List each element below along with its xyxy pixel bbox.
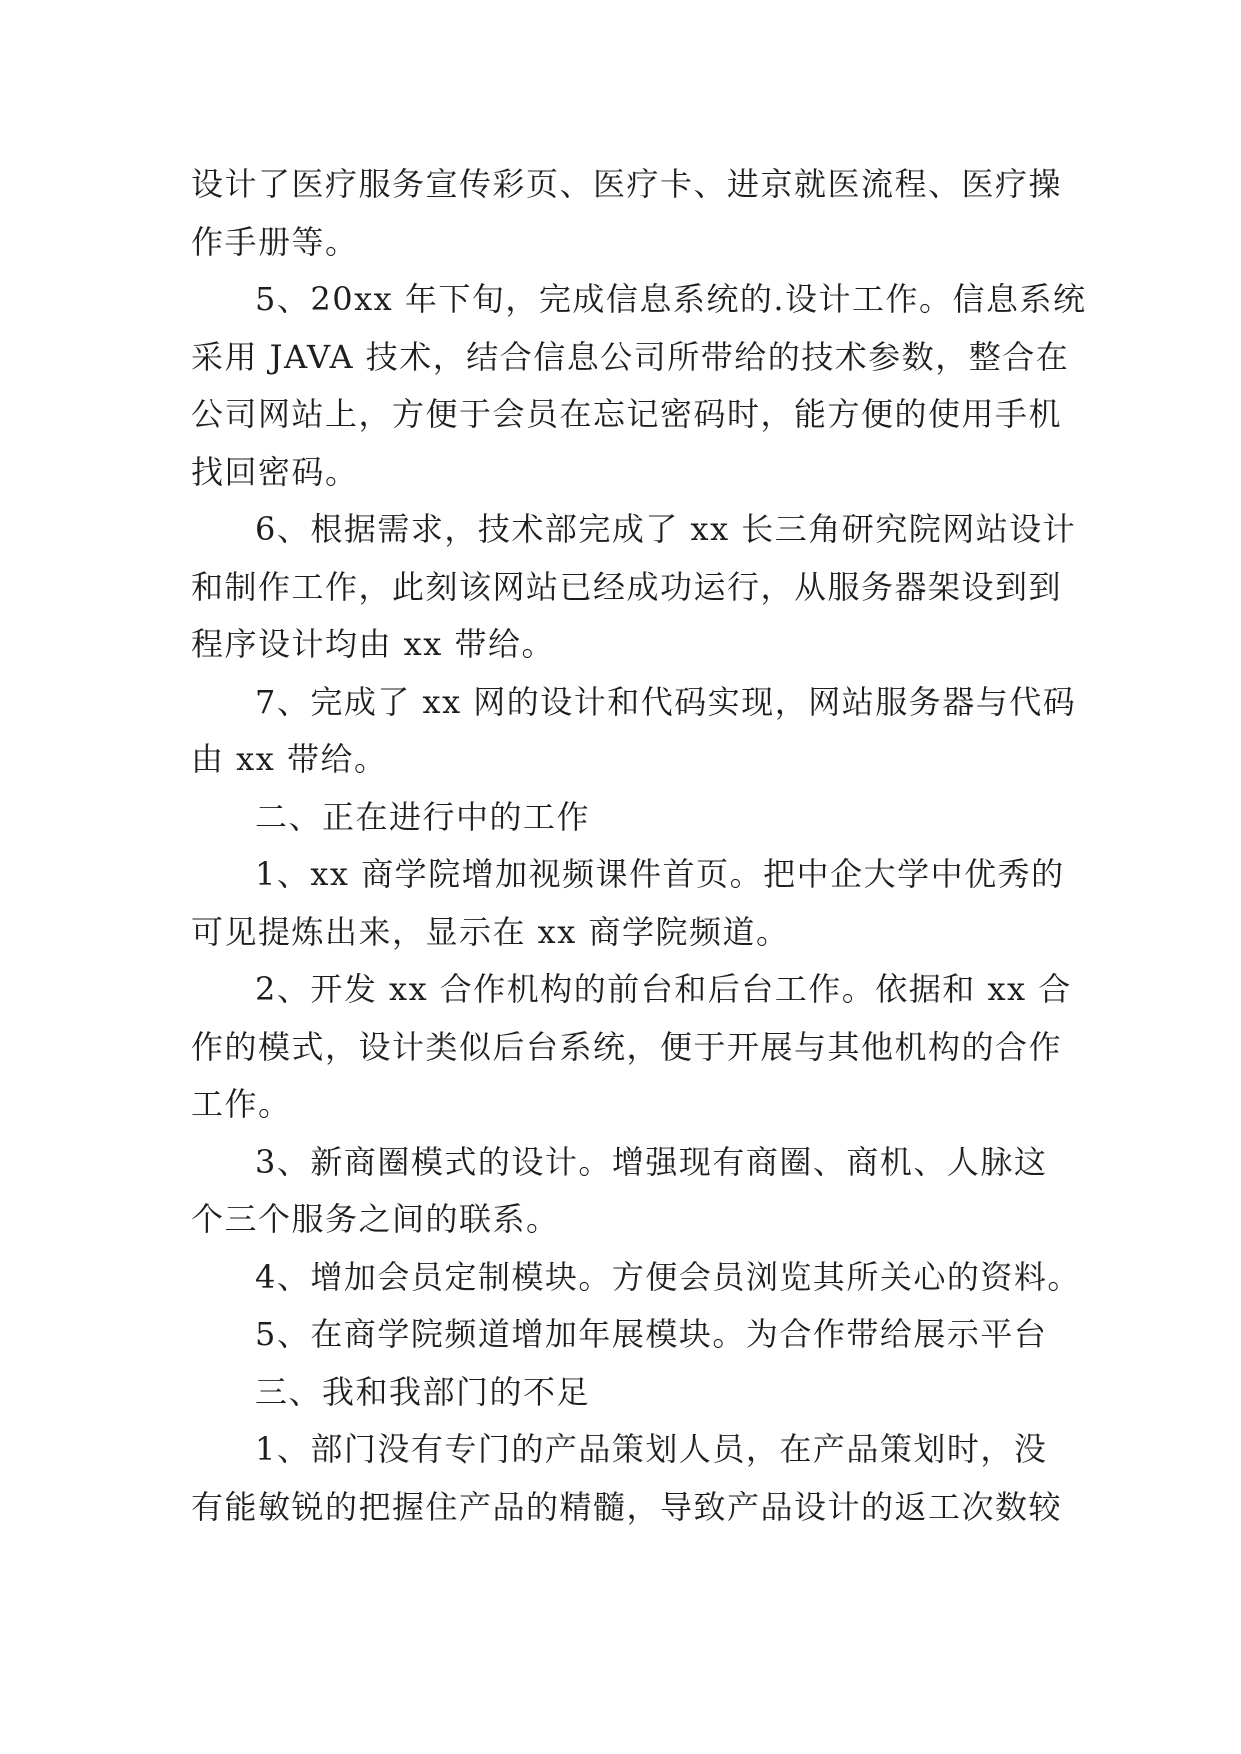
text-line: 公司网站上，方便于会员在忘记密码时，能方便的使用手机 bbox=[191, 395, 1063, 433]
text-line: 二、正在进行中的工作 bbox=[255, 797, 591, 836]
text-line: 2、开发 xx 合作机构的前台和后台工作。依据和 xx 合 bbox=[255, 970, 1072, 1008]
text-line: 三、我和我部门的不足 bbox=[255, 1372, 591, 1411]
text-line: 有能敏锐的把握住产品的精髓，导致产品设计的返工次数较 bbox=[191, 1487, 1063, 1526]
text-line: 作的模式，设计类似后台系统，便于开展与其他机构的合作 bbox=[191, 1027, 1063, 1066]
text-line: 5、在商学院频道增加年展模块。为合作带给展示平台 bbox=[255, 1315, 1048, 1353]
text-line: 和制作工作，此刻该网站已经成功运行，从服务器架设到到 bbox=[191, 567, 1063, 606]
document-body bbox=[191, 156, 1087, 1536]
text-line: 3、新商圈模式的设计。增强现有商圈、商机、人脉这 bbox=[255, 1142, 1048, 1181]
text-line: 程序设计均由 xx 带给。 bbox=[191, 625, 555, 663]
text-line: 工作。 bbox=[191, 1085, 292, 1123]
text-line: 作手册等。 bbox=[191, 222, 359, 261]
text-line: 1、xx 商学院增加视频课件首页。把中企大学中优秀的 bbox=[255, 855, 1065, 893]
text-line: 由 xx 带给。 bbox=[191, 740, 388, 778]
text-line: 设计了医疗服务宣传彩页、医疗卡、进京就医流程、医疗操 bbox=[191, 165, 1063, 203]
text-line: 1、部门没有专门的产品策划人员，在产品策划时，没 bbox=[255, 1430, 1048, 1468]
text-line: 可见提炼出来，显示在 xx 商学院频道。 bbox=[191, 912, 790, 951]
text-line: 7、完成了 xx 网的设计和代码实现，网站服务器与代码 bbox=[255, 682, 1077, 721]
text-line: 4、增加会员定制模块。方便会员浏览其所关心的资料。 bbox=[255, 1257, 1081, 1296]
text-line: 采用 JAVA 技术，结合信息公司所带给的技术参数，整合在 bbox=[191, 337, 1070, 376]
text-line: 个三个服务之间的联系。 bbox=[191, 1200, 560, 1238]
text-line: 6、根据需求，技术部完成了 xx 长三角研究院网站设计 bbox=[255, 510, 1077, 548]
text-line: 找回密码。 bbox=[191, 452, 359, 491]
text-line: 5、20xx 年下旬，完成信息系统的.设计工作。信息系统 bbox=[255, 280, 1087, 318]
